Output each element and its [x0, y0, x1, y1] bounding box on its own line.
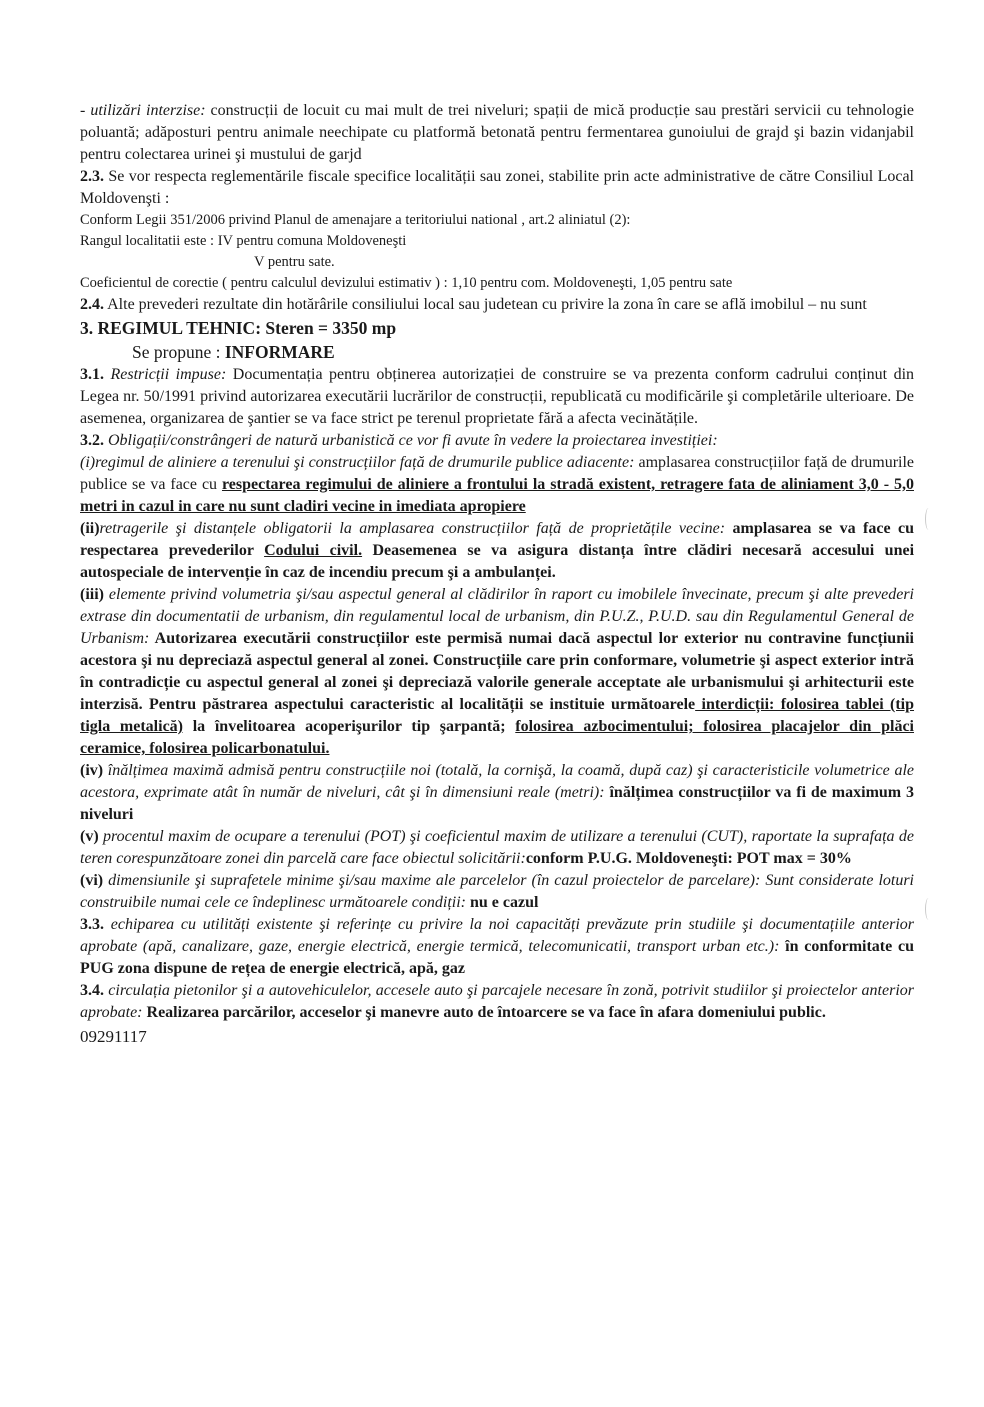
label-3-2-iii: elemente privind volumetria şi/sau aspectul general al clădirilor în raport cu imobilele învecinate, precum şi alte prevederi extrase din documentatii de urbanism, din regulamentul local de urbanism, din P.U.Z., P.U.D. sau din Regulamentul General de Urbanism:: [80, 586, 914, 647]
paragraph-3-2-i: [80, 452, 914, 518]
underline-codul-civil: Codului civil.: [264, 542, 363, 559]
text-3-2-ii-a: amplasarea se va face cu respectarea prevederilor: [80, 520, 914, 559]
section-number-2-4: 2.4.: [80, 296, 104, 313]
paragraph-3-4: [80, 980, 914, 1024]
text-utilizari-interzise: construcții de locuit cu mai mult de trei niveluri; spații de mică producție sau prestări servicii cu tehnologie poluantă; adăposturi pentru animale neechipate cu platformă betonată pentru fermentarea gunoiului de grajd şi bazin vidanjabil pentru colectarea urinei şi mustului de garjd: [80, 102, 914, 163]
item-number-iv: (iv): [80, 762, 104, 779]
paragraph-3-2: [80, 430, 914, 452]
label-3-4: circulația pietonilor şi a autovehiculelor, accesele auto şi parcajele necesare în zonă, potrivit studiilor şi proiectelor anterior aprobate:: [80, 982, 914, 1021]
text-3-2-v: conform P.U.G. Moldoveneşti: POT max = 30%: [525, 850, 852, 867]
section-number-3-4: 3.4.: [80, 982, 104, 999]
paragraph-3-2-iii: [80, 584, 914, 760]
text-3-2-iii-a: Autorizarea executării construcțiilor este permisă numai dacă aspectul lor exterior nu contravine funcțiunii acestora şi nu depreciază aspectul general al zonei. Construcțiile care prin conformare, volumetrie şi aspect exterior intră în contradicție cu aspectul general al zonei şi depreciază valorile generale acceptate ale urbanismului şi arhitecturii este interzisă. Pentru păstrarea aspectului caracteristic al localității se instituie următoarele: [80, 630, 914, 713]
paragraph-3-3: [80, 914, 914, 980]
coeficient-corectie-line: Coeficientul de corectie ( pentru calculul devizului estimativ ) : 1,10 pentru com. Moldoveneşti, 1,05 pentru sate: [80, 275, 733, 291]
text-3-2-vi: nu e cazul: [465, 894, 539, 911]
rang-comuna-line: Rangul localitatii este : IV pentru comuna Moldoveneşti: [80, 233, 407, 249]
rang-sate-line: V pentru sate.: [254, 254, 335, 270]
heading-regimul-tehnic: 3. REGIMUL TEHNIC: Steren = 3350 mp: [80, 318, 397, 338]
item-number-iii: (iii): [80, 586, 104, 603]
scan-artifact-mark: [925, 898, 932, 920]
label-3-2-i: regimul de aliniere a terenului şi construcțiilor față de drumurile publice adiacente:: [95, 454, 635, 471]
underline-azbociment: folosirea azbocimentului; folosirea placajelor din plăci ceramice, folosirea policarbonatului.: [80, 718, 914, 757]
item-number-v: (v): [80, 828, 99, 845]
underline-3-2-i: respectarea regimului de aliniere a frontului la stradă existent, retragere fata de aliniament 3,0 - 5,0 metri in cazul in care nu sunt cladiri vecine in imediata apropiere: [80, 476, 914, 515]
text-2-3: Se vor respecta reglementările fiscale specifice localității sau zonei, stabilite prin acte administrative de către Consiliul Local Moldovenşti :: [80, 168, 914, 207]
text-3-2-iii-b: la învelitoarea acoperişurilor tip şarpantă;: [183, 718, 516, 735]
paragraph-2-4: [80, 294, 914, 316]
label-3-2-ii: retragerile şi distanțele obligatorii la amplasarea construcțiilor față de proprietățile vecine:: [99, 520, 726, 537]
label-3-2: Obligații/constrângeri de natură urbanistică ce vor fi avute în vedere la proiectarea investiției:: [104, 432, 718, 449]
paragraph-3-2-ii: [80, 518, 914, 584]
se-propune-value: INFORMARE: [224, 342, 335, 362]
text-3-1: Documentația pentru obținerea autorizației de construire se va prezenta conform cadrului conținut din Legea nr. 50/1991 privind autorizarea executării lucrărilor de construcții, republicată cu modificările şi completările ulterioare. De asemenea, organizarea de şantier se va face strict pe terenul proprietate fără a afecta vecinătățile.: [80, 366, 915, 427]
label-3-2-iv: înălțimea maximă admisă pentru construcțiile noi (totală, la cornişă, la coamă, după caz) şi caracteristicile volumetrice ale acestora, exprimate atât în număr de niveluri, cât şi în dimensiuni reale (metri):: [80, 762, 914, 801]
text-3-4: Realizarea parcărilor, acceselor şi manevre auto de întoarcere se va face în afara domeniului public.: [142, 1004, 826, 1021]
item-number-vi: (vi): [80, 872, 104, 889]
text-2-4: Alte prevederi rezultate din hotărârile consiliului local sau judetean cu privire la zona în care se află imobilul – nu sunt: [104, 296, 867, 313]
text-3-3: în conformitate cu PUG zona dispune de rețea de energie electrică, apă, gaz: [80, 938, 914, 977]
scan-artifact-mark: [925, 508, 932, 530]
label-3-3: echiparea cu utilități existente şi referințe cu privire la noi capacități prevăzute prin studiile şi documentațiile anterior aprobate (apă, canalizare, gaze, energie electrică, energie termică, telecomunicatii, transport urban etc.):: [80, 916, 914, 955]
text-3-2-ii-b: Deasemenea se va asigura distanța între clădiri necesară accesului unei autospeciale de intervenție în caz de incendiu precum şi a ambulanței.: [80, 542, 915, 581]
section-number-2-3: 2.3.: [80, 168, 104, 185]
label-3-2-v: procentul maxim de ocupare a terenului (POT) şi coeficientul maxim de utilizare a terenului (CUT), raportate la suprafața de teren corespunzătoare zonei din parcelă care face obiectul solicitării:: [80, 828, 914, 867]
se-propune-line: [80, 340, 914, 364]
paragraph-3-2-v: [80, 826, 914, 870]
label-utilizari-interzise: - utilizări interzise:: [80, 102, 206, 119]
paragraph-utilizari-interzise: [80, 100, 914, 166]
legea-351-line: Conform Legii 351/2006 privind Planul de amenajare a teritoriului national , art.2 aliniatul (2):: [80, 212, 631, 228]
label-3-2-vi: dimensiunile şi suprafetele minime şi/sau maxime ale parcelelor (în cazul proiectelor de parcelare): Sunt considerate loturi construibile numai cele ce îndeplinesc următoarele condiții:: [80, 872, 914, 911]
item-number-ii: (ii): [80, 520, 100, 537]
document-code: 09291117: [80, 1027, 147, 1046]
paragraph-2-3: [80, 166, 914, 210]
text-3-2-iv: înălțimea construcțiilor va fi de maximum 3 niveluri: [80, 784, 915, 823]
section-number-3-3: 3.3.: [80, 916, 104, 933]
item-number-i: (i): [80, 454, 96, 471]
text-3-2-i: amplasarea construcțiilor față de drumurile publice se va face cu: [80, 454, 915, 493]
underline-interdictii: interdicții: folosirea tablei (tip tigla metalică): [80, 696, 915, 735]
paragraph-3-2-iv: [80, 760, 914, 826]
label-3-1: Restricții impuse:: [104, 366, 227, 383]
paragraph-3-2-vi: [80, 870, 914, 914]
se-propune-label: Se propune :: [132, 342, 225, 362]
section-number-3-1: 3.1.: [80, 366, 104, 383]
paragraph-3-1: [80, 364, 914, 430]
section-number-3-2: 3.2.: [80, 432, 104, 449]
